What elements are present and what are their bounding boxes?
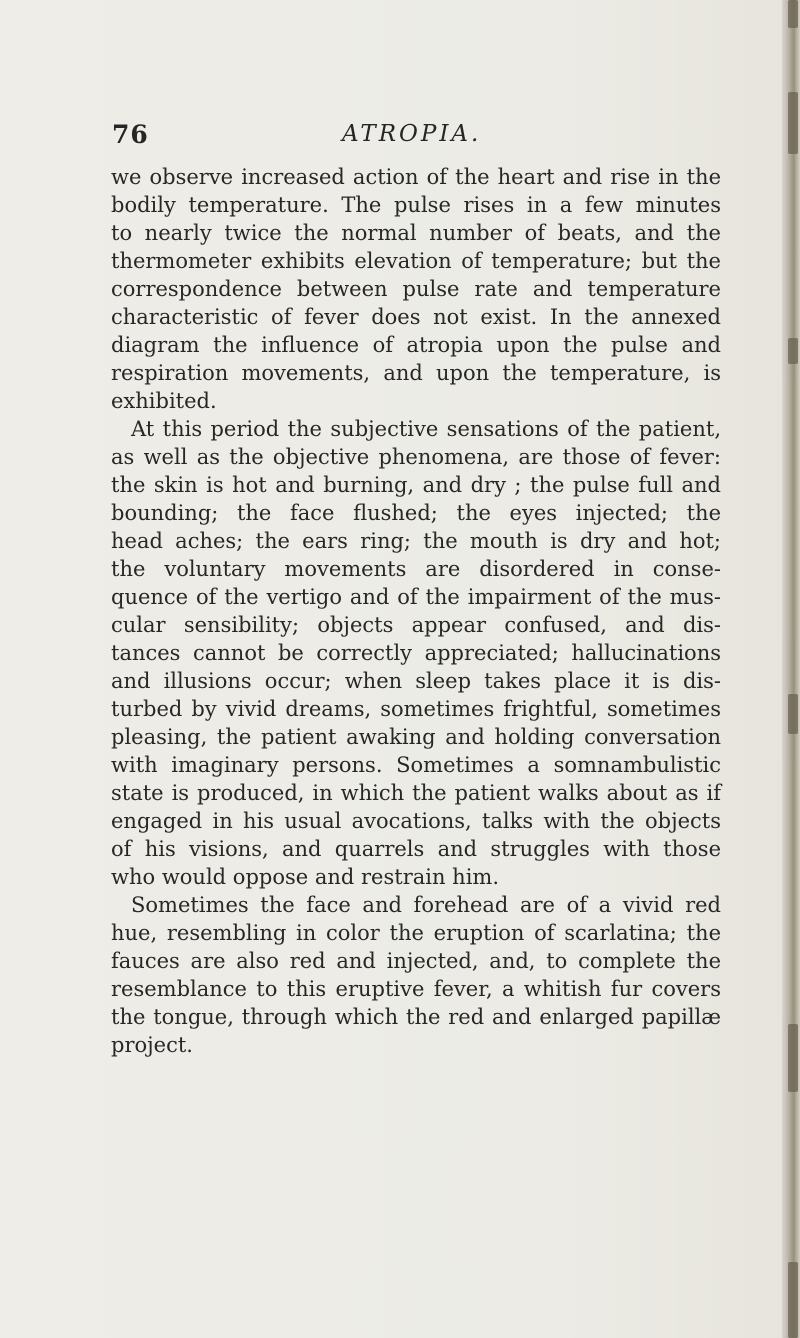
text-line: we observe increased action of the heart and rise in the: [111, 165, 721, 189]
text-line: to nearly twice the normal number of beats, and the: [111, 221, 721, 245]
binding-mark: [788, 1024, 798, 1092]
text-line: pleasing, the patient awaking and holding conversation: [111, 725, 721, 749]
page-number: 76: [112, 120, 149, 149]
text-line: of his visions, and quarrels and struggles with those: [111, 837, 721, 861]
text-line: exhibited.: [111, 389, 217, 413]
text-line: characteristic of fever does not exist. In the annexed: [111, 305, 721, 329]
text-line: respiration movements, and upon the temperature, is: [111, 361, 721, 385]
binding-mark: [788, 0, 798, 28]
text-line: state is produced, in which the patient walks about as if: [111, 781, 721, 805]
text-line: diagram the influence of atropia upon the pulse and: [111, 333, 721, 357]
text-line: who would oppose and restrain him.: [111, 865, 499, 889]
text-line: bodily temperature. The pulse rises in a few minutes: [111, 193, 721, 217]
text-line: with imaginary persons. Sometimes a somnambulistic: [111, 753, 721, 777]
text-line: At this period the subjective sensations of the patient,: [131, 417, 721, 441]
body-text: [111, 163, 721, 1059]
text-line: the tongue, through which the red and enlarged papillæ: [111, 1005, 721, 1029]
text-line: Sometimes the face and forehead are of a vivid red: [131, 893, 721, 917]
text-line: cular sensibility; objects appear confused, and dis-: [111, 613, 721, 637]
text-line: quence of the vertigo and of the impairment of the mus-: [111, 585, 721, 609]
text-line: and illusions occur; when sleep takes place it is dis-: [111, 669, 721, 693]
text-line: resemblance to this eruptive fever, a whitish fur covers: [111, 977, 721, 1001]
binding-mark: [788, 92, 798, 154]
text-line: bounding; the face flushed; the eyes injected; the: [111, 501, 721, 525]
binding-mark: [788, 338, 798, 364]
running-head: ATROPIA.: [342, 121, 482, 147]
text-line: head aches; the ears ring; the mouth is dry and hot;: [111, 529, 721, 553]
text-line: the voluntary movements are disordered in conse-: [111, 557, 721, 581]
text-line: thermometer exhibits elevation of temperature; but the: [111, 249, 721, 273]
text-line: hue, resembling in color the eruption of scarlatina; the: [111, 921, 721, 945]
binding-mark: [788, 694, 798, 734]
text-line: engaged in his usual avocations, talks with the objects: [111, 809, 721, 833]
text-line: the skin is hot and burning, and dry ; the pulse full and: [111, 473, 721, 497]
text-line: project.: [111, 1033, 193, 1057]
text-line: turbed by vivid dreams, sometimes frightful, sometimes: [111, 697, 721, 721]
page-edge-shadow: [782, 0, 800, 1338]
text-line: fauces are also red and injected, and, to complete the: [111, 949, 721, 973]
text-line: correspondence between pulse rate and temperature: [111, 277, 721, 301]
page-header: [112, 120, 722, 158]
text-line: tances cannot be correctly appreciated; hallucinations: [111, 641, 721, 665]
text-line: as well as the objective phenomena, are those of fever:: [111, 445, 721, 469]
binding-mark: [788, 1262, 798, 1338]
